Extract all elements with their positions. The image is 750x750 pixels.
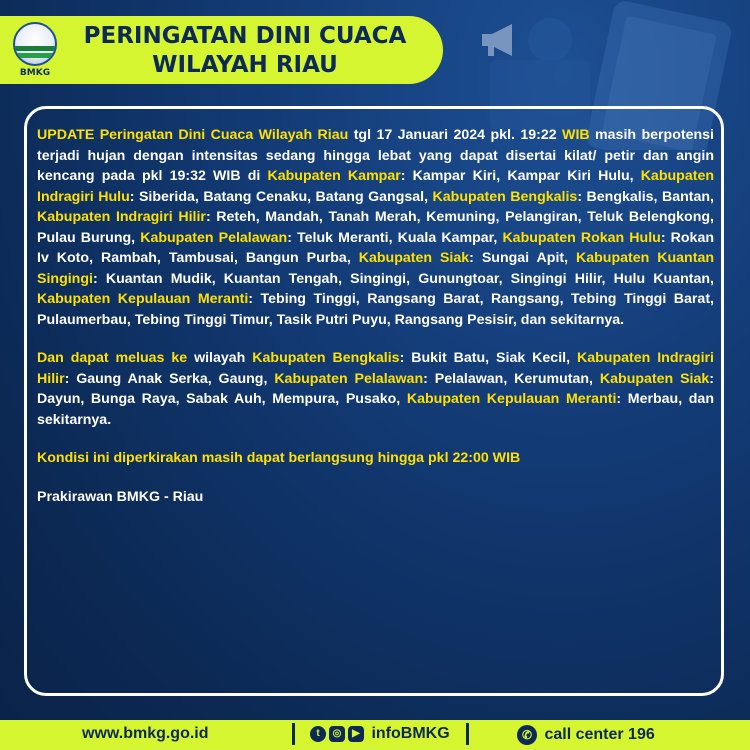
warning-text [37, 125, 714, 525]
page-title: PERINGATAN DINI CUACA WILAYAH RIAU [83, 23, 407, 78]
body-text: : Kampar Kiri, Kampar Kiri Hulu, [400, 168, 641, 184]
body-text: : Tebing Tinggi, Rangsang Barat, Rangsang, Tebing Tinggi Barat, Pulaumerbau, Tebing Tinggi Timur, Tasik Putri Puyu, Rangsang Pesisir, dan sekitarnya. [37, 291, 714, 328]
footer-divider [466, 723, 469, 745]
website-link[interactable]: www.bmkg.go.id [82, 725, 209, 742]
body-text: wilayah [187, 350, 253, 366]
highlight-text: Kabupaten Bengkalis [432, 188, 578, 205]
social-links [310, 725, 450, 743]
forecaster-signature: Prakirawan BMKG - Riau [37, 488, 204, 505]
title-banner [0, 16, 443, 84]
highlight-text: Kabupaten Bengkalis [252, 350, 400, 366]
highlight-text: Kabupaten Indragiri Hilir [37, 350, 714, 387]
highlight-text: UPDATE Peringatan Dini Cuaca Wilayah Riau [37, 127, 349, 143]
body-text: : Siberida, Batang Cenaku, Batang Gangsal, [129, 188, 433, 205]
call-center [517, 725, 655, 745]
warning-paragraph-main [37, 125, 714, 330]
highlight-text: Kabupaten Pelalawan [140, 229, 288, 246]
body-text: : Kuantan Mudik, Kuantan Tengah, Singingi, Gunungtoar, Singingi Hilir, Hulu Kuantan, [92, 270, 714, 287]
highlight-text: Kabupaten Pelalawan [274, 370, 424, 387]
social-handle[interactable]: infoBMKG [371, 725, 450, 742]
body-text: : Rokan Iv Koto, Rambah, Tambusai, Bangun Purba, [37, 229, 715, 266]
megaphone-icon [478, 22, 526, 58]
footer-divider [292, 723, 295, 745]
highlight-text: Dan dapat meluas ke [37, 350, 188, 366]
highlight-text: Kabupaten Siak [599, 370, 710, 387]
twitter-icon[interactable]: t [310, 726, 326, 742]
body-text: : Bukit Batu, Siak Kecil, [399, 350, 577, 366]
body-text: masih berpotensi terjadi hujan dengan intensitas sedang hingga lebat yang dapat disertai kilat/ petir dan angin kencang pada pkl 19:32 WIB di [37, 127, 714, 184]
body-text: : Sungai Apit, [469, 250, 576, 266]
body-text: : Gaung Anak Serka, Gaung, [64, 370, 275, 387]
call-center-label[interactable]: call center 196 [544, 726, 655, 744]
highlight-text: Kabupaten Rokan Hulu [502, 229, 661, 246]
body-text: : Bengkalis, Bantan, [577, 188, 714, 205]
body-text: : Teluk Meranti, Kuala Kampar, [287, 229, 503, 246]
highlight-text: Kabupaten Indragiri Hilir [37, 209, 206, 225]
warning-duration: Kondisi ini diperkirakan masih dapat berlangsung hingga pkl 22:00 WIB [37, 450, 521, 466]
body-text: : Merbau, dan sekitarnya. [37, 391, 714, 428]
warning-paragraph-extension [37, 348, 714, 430]
highlight-text: Kabupaten Kepulauan Meranti [37, 291, 249, 307]
highlight-text: Kabupaten Siak [358, 250, 470, 266]
instagram-icon[interactable]: ◎ [329, 726, 345, 742]
highlight-text: Kabupaten Kepulauan Meranti [406, 391, 617, 407]
body-text: tgl 17 Januari 2024 pkl. 19:22 [348, 127, 563, 143]
bmkg-logo: BMKG [12, 22, 58, 82]
body-text: : Reteh, Mandah, Tanah Merah, Kemuning, Pelangiran, Teluk Belengkong, Pulau Burung, [37, 209, 714, 246]
highlight-text: WIB [562, 127, 590, 143]
youtube-icon[interactable]: ▶ [348, 726, 364, 742]
highlight-text: Kabupaten Kampar [267, 168, 401, 184]
phone-icon: ✆ [517, 725, 537, 745]
body-text: : Pelalawan, Kerumutan, [423, 370, 600, 387]
footer-bar [0, 720, 750, 750]
body-text: : Dayun, Bunga Raya, Sabak Auh, Mempura, Pusako, [37, 370, 715, 407]
highlight-text: Kabupaten Kuantan Singingi [37, 250, 714, 287]
highlight-text: Kabupaten Indragiri Hulu [37, 168, 714, 205]
